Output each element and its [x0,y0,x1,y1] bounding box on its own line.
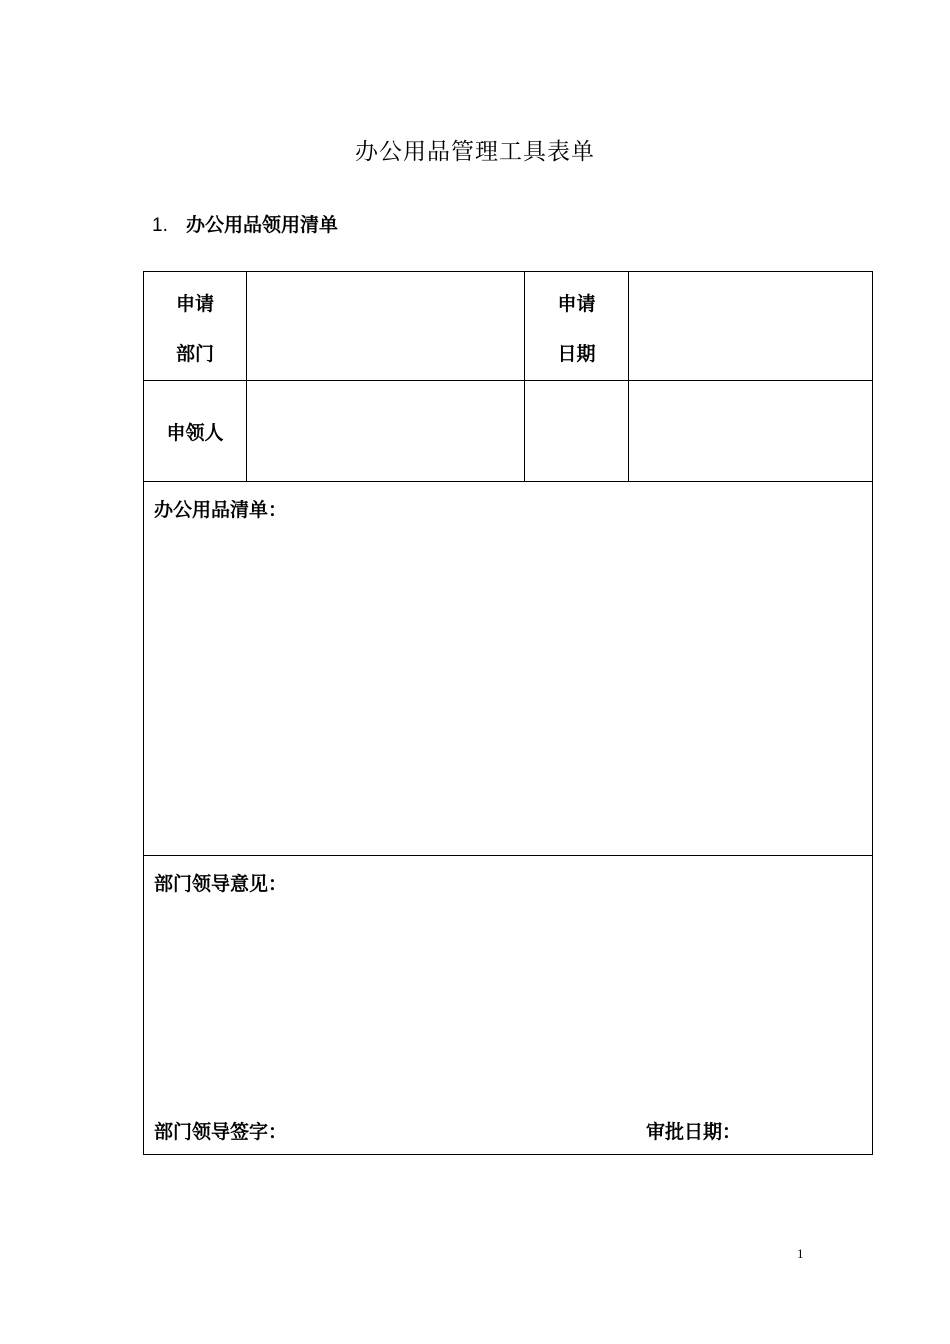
supply-list-area[interactable] [144,526,872,854]
dept-field[interactable] [247,272,524,380]
grid-line [144,481,872,482]
section-heading-text: 办公用品领用清单 [186,214,339,236]
applicant-label: 申领人 [166,422,224,444]
section-heading [152,210,338,241]
blank-cell [629,381,872,481]
approval-date-label: 审批日期： [646,1121,742,1143]
requisition-form [143,271,873,1155]
date-label-line2: 日期 [557,343,596,365]
blank-cell [525,381,628,481]
document-title: 办公用品管理工具表单 [355,139,595,165]
supply-list-label: 办公用品清单： [154,499,288,521]
dept-label-line1: 申请 [175,293,214,315]
date-label [525,279,628,379]
grid-line [144,855,872,856]
page-number: 1 [797,1246,804,1261]
dept-opinion-label: 部门领导意见： [154,873,288,895]
signature-label: 部门领导签字： [154,1121,288,1143]
applicant-field[interactable] [247,381,524,481]
section-number: 1. [152,215,168,236]
date-label-line1: 申请 [557,293,596,315]
date-field[interactable] [629,272,872,380]
dept-label [144,279,246,379]
dept-label-line2: 部门 [175,343,214,365]
dept-opinion-area[interactable] [144,900,872,1100]
